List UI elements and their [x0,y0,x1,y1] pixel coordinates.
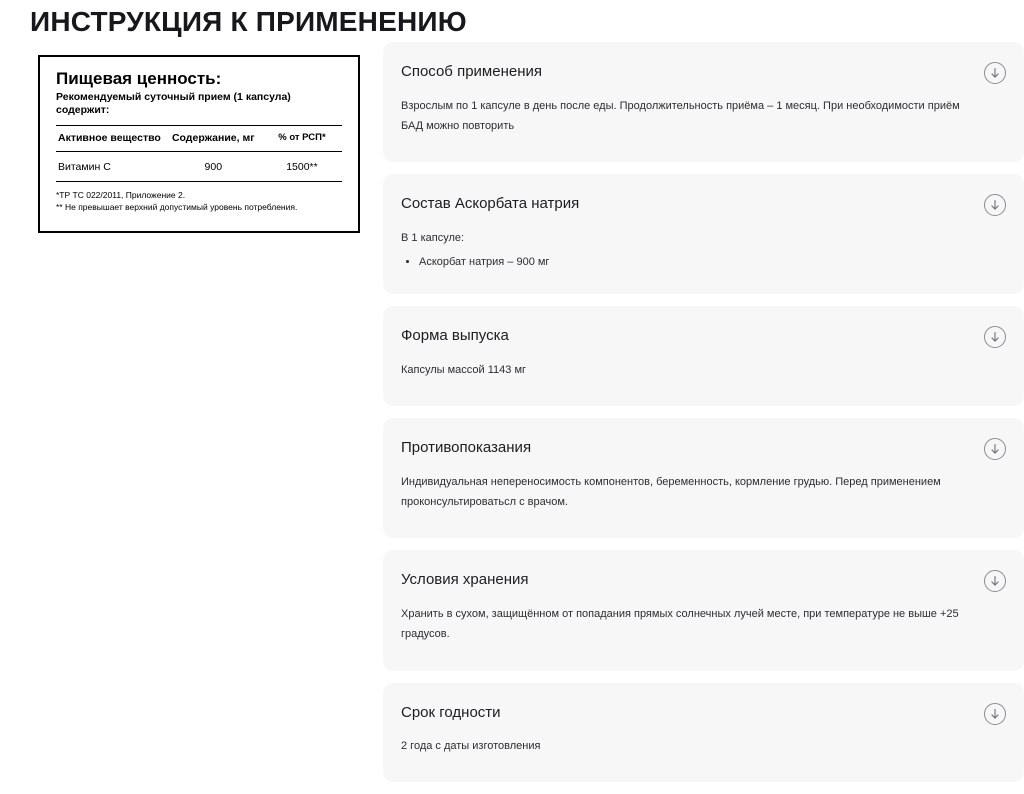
accordion-item-forma-vypuska[interactable] [383,306,1024,406]
accordion-item-body [401,96,966,137]
accordion-item-text: 2 года с даты изготовления [401,740,541,753]
arrow-down-circle-icon[interactable] [984,570,1006,592]
accordion-item-protivopokazaniya[interactable] [383,418,1024,538]
accordion-item-sostav[interactable] [383,174,1024,294]
instruction-accordion [383,42,1024,794]
arrow-down-circle-icon[interactable] [984,62,1006,84]
footnote-2: ** Не превышает верхний допустимый уровень потребления. [56,202,298,213]
nutrition-title: Пищевая ценность: [56,69,222,88]
accordion-item-body [401,228,966,273]
nutrition-footnotes [56,189,342,214]
accordion-item-text: Индивидуальная непереносимость компонентов, беременность, кормление грудью. Перед применением проконсультироватьсл с врачом. [401,475,941,509]
column-header-amount: Содержание, мг [165,125,262,151]
cell-substance: Витамин С [56,151,165,181]
arrow-down-circle-icon[interactable] [984,438,1006,460]
nutrition-table [56,125,342,182]
column-header-substance: Активное вещество [56,125,165,151]
table-row [56,151,342,181]
arrow-down-circle-icon[interactable] [984,326,1006,348]
accordion-item-sposob-primeneniya[interactable] [383,42,1024,162]
accordion-item-body [401,360,966,380]
accordion-item-body [401,604,966,645]
accordion-item-title: Способ применения [401,63,542,80]
footnote-1: *ТР ТС 022/2011, Приложение 2. [56,189,186,200]
accordion-item-srok-godnosti[interactable] [383,683,1024,783]
nutrition-facts-card [38,55,360,233]
accordion-item-title: Условия хранения [401,571,529,589]
accordion-item-title: Форма выпуска [401,327,509,345]
accordion-item-title: Срок годности [401,703,501,721]
arrow-down-circle-icon[interactable] [984,194,1006,216]
arrow-down-circle-icon[interactable] [984,703,1006,725]
accordion-item-lead: В 1 капсуле: [401,231,465,244]
accordion-item-body [401,472,966,513]
accordion-item-text: Капсулы массой 1143 мг [401,363,527,376]
table-header-row [56,125,342,151]
column-header-percent: % от РСП* [262,125,342,151]
accordion-item-title: Противопоказания [401,439,532,457]
accordion-item-text: Хранить в сухом, защищённом от попадания прямых солнечных лучей месте, при температуре не выше +25 градусов. [401,607,959,641]
cell-percent: 1500** [262,151,342,181]
accordion-item-title: Состав Аскорбата натрия [401,195,580,213]
accordion-item-body [401,736,966,756]
list-item: • Аскорбат натрия – 900 мг [419,252,966,272]
accordion-item-text: Взрослым по 1 капсуле в день после еды. Продолжительность приёма – 1 месяц. При необходимости приём БАД можно повторить [401,99,960,132]
page-title: ИНСТРУКЦИЯ К ПРИМЕНЕНИЮ [30,5,467,37]
nutrition-subtitle: Рекомендуемый суточный прием (1 капсула) содержит: [56,91,291,116]
composition-list [401,252,966,272]
cell-amount: 900 [165,151,262,181]
accordion-item-usloviya-hraneniya[interactable] [383,550,1024,670]
